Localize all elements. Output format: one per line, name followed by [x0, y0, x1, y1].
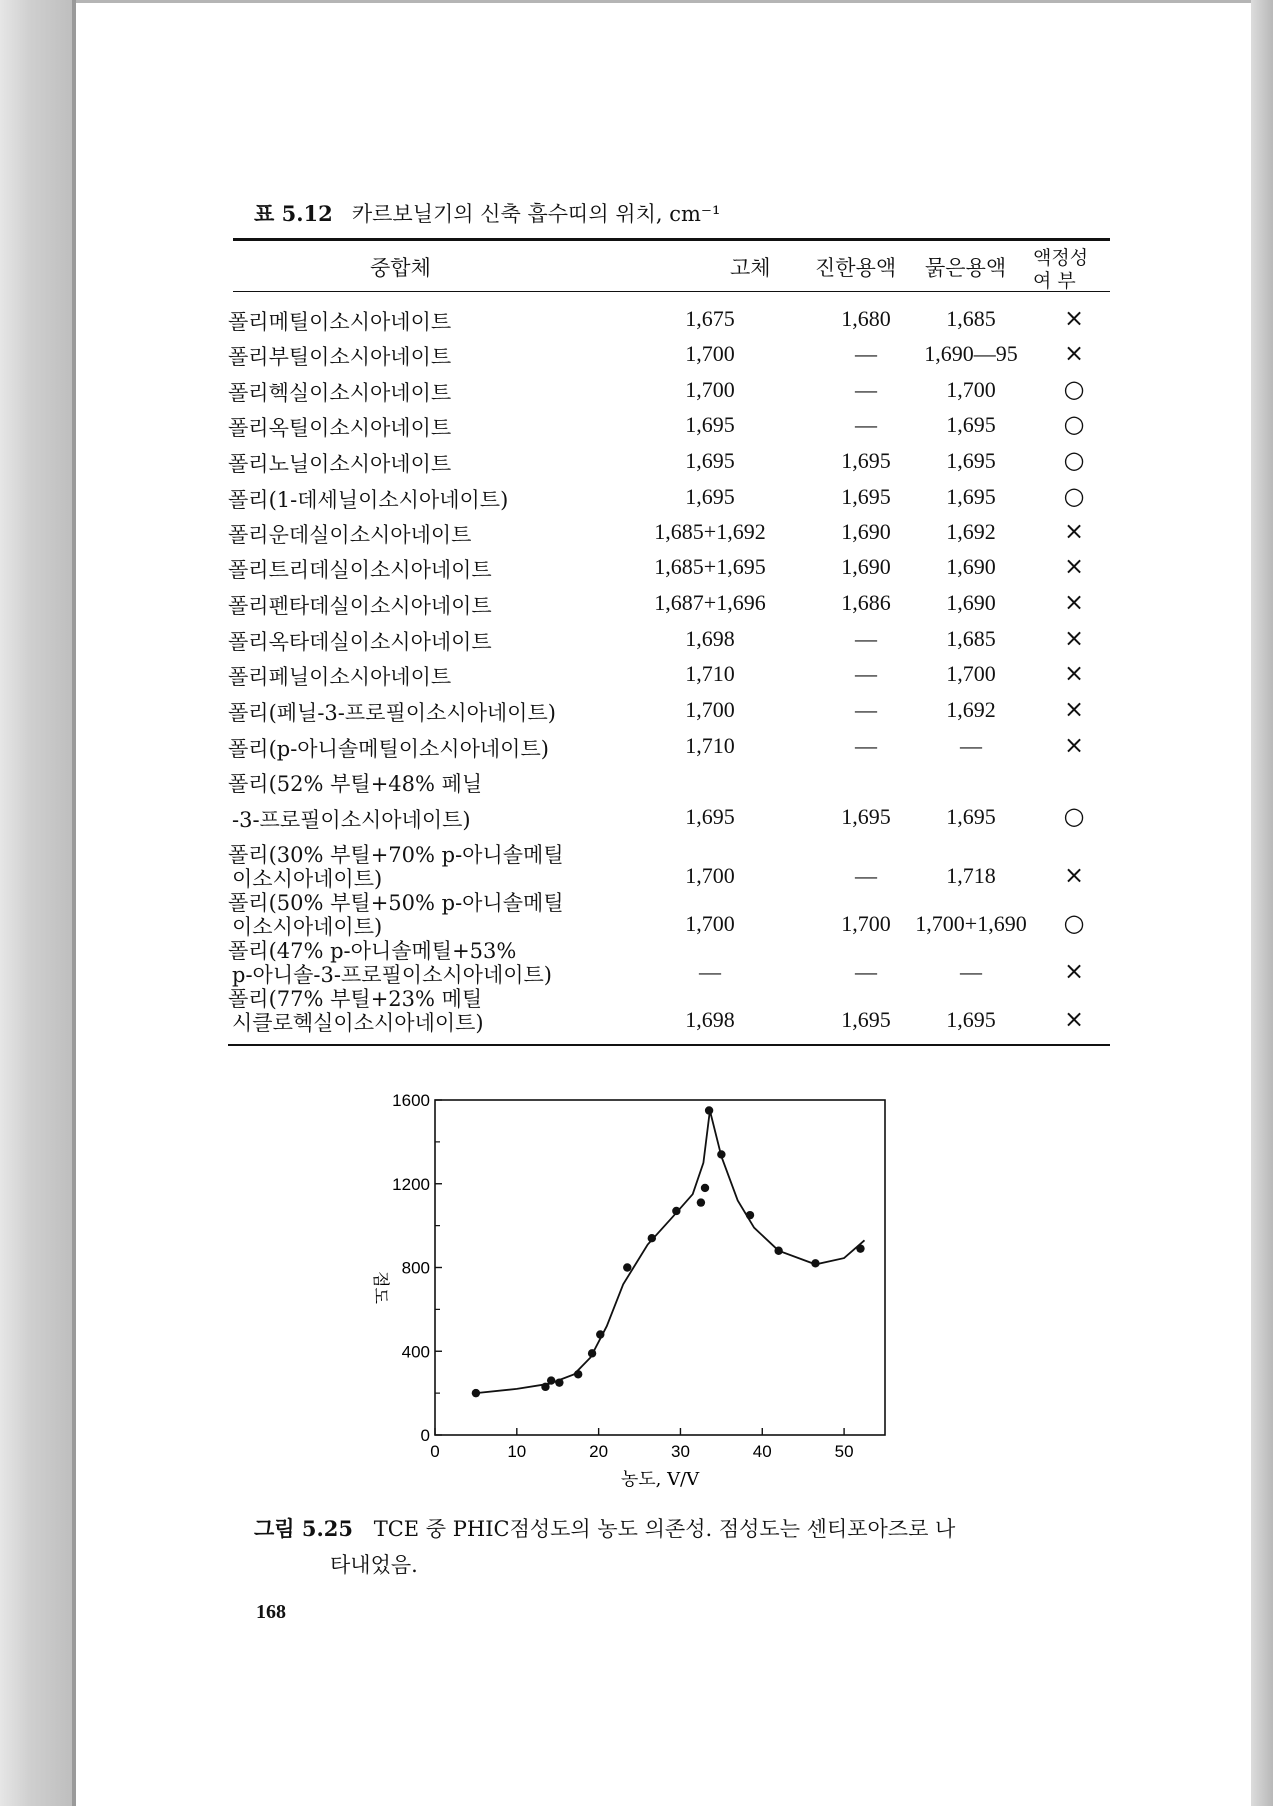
- fit-curve: [476, 1111, 865, 1394]
- data-point: [547, 1376, 555, 1384]
- table-header-rule: [233, 291, 1110, 292]
- solid-value: 1,695: [685, 804, 735, 829]
- polymer-name-line2: -3-프로필이소시아네이트): [232, 808, 471, 832]
- dilute-solution-value: 1,690—95: [924, 341, 1018, 366]
- polymer-name-line1: 폴리(77% 부틸+23% 메틸: [228, 987, 483, 1011]
- polymer-name-line2: 이소시아네이트): [232, 915, 383, 939]
- y-tick-label: 1600: [392, 1091, 430, 1110]
- conc-solution-value: —: [855, 341, 877, 366]
- data-point: [472, 1389, 480, 1397]
- plot-frame: [435, 1100, 885, 1435]
- polymer-name: 폴리운데실이소시아네이트: [228, 523, 472, 547]
- solid-value: 1,687+1,696: [654, 590, 766, 615]
- data-point: [596, 1330, 604, 1338]
- book-spine: [0, 0, 76, 1806]
- solid-value: 1,710: [685, 661, 735, 686]
- data-point: [555, 1378, 563, 1386]
- solid-value: —: [699, 959, 721, 984]
- y-tick-label: 800: [401, 1258, 430, 1278]
- liquid-crystal-mark: ×: [1063, 731, 1085, 759]
- solid-value: 1,685+1,692: [654, 519, 766, 544]
- liquid-crystal-mark: ○: [1063, 802, 1085, 830]
- conc-solution-value: 1,695: [841, 804, 891, 829]
- polymer-name-line1: 폴리(50% 부틸+50% p-아니솔메틸: [228, 891, 564, 915]
- dilute-solution-value: 1,700+1,690: [915, 911, 1027, 936]
- polymer-name: 폴리펜타데실이소시아네이트: [228, 594, 492, 618]
- conc-solution-value: —: [855, 377, 877, 402]
- liquid-crystal-mark: ×: [1063, 659, 1085, 687]
- data-point: [672, 1207, 680, 1215]
- dilute-solution-value: 1,695: [946, 448, 996, 473]
- x-tick-label: 30: [670, 1442, 690, 1461]
- polymer-name: 폴리부틸이소시아네이트: [228, 345, 452, 369]
- liquid-crystal-mark: ×: [1063, 1005, 1085, 1033]
- dilute-solution-value: —: [960, 959, 982, 984]
- dilute-solution-value: 1,690: [946, 554, 996, 579]
- data-point: [774, 1247, 782, 1255]
- dilute-solution-value: 1,695: [946, 804, 996, 829]
- x-tick-label: 10: [507, 1442, 527, 1461]
- data-point: [574, 1370, 582, 1378]
- data-point: [811, 1259, 819, 1267]
- conc-solution-value: —: [855, 412, 877, 437]
- polymer-name-line2: p-아니솔-3-프로필이소시아네이트): [232, 963, 553, 987]
- polymer-name: 폴리트리데실이소시아네이트: [228, 558, 492, 582]
- header-solid: 고체: [730, 256, 771, 280]
- y-axis-label: 점도: [370, 1271, 390, 1304]
- header-lc-bottom: 여 부: [1033, 270, 1076, 292]
- liquid-crystal-mark: ×: [1063, 304, 1085, 332]
- solid-value: 1,695: [685, 484, 735, 509]
- figure-caption: [254, 1512, 955, 1546]
- conc-solution-value: 1,680: [841, 306, 891, 331]
- dilute-solution-value: 1,700: [946, 661, 996, 686]
- polymer-name: 폴리노닐이소시아네이트: [228, 452, 452, 476]
- conc-solution-value: —: [855, 626, 877, 651]
- book-right-edge: [1251, 0, 1273, 1806]
- conc-solution-value: —: [855, 733, 877, 758]
- conc-solution-value: —: [855, 863, 877, 888]
- y-tick-label: 1200: [392, 1174, 430, 1194]
- liquid-crystal-mark: ×: [1063, 624, 1085, 652]
- dilute-solution-value: 1,685: [946, 306, 996, 331]
- conc-solution-value: 1,690: [841, 519, 891, 544]
- liquid-crystal-mark: ○: [1063, 410, 1085, 438]
- polymer-name-line1: 폴리(47% p-아니솔메틸+53%: [228, 939, 517, 963]
- solid-value: 1,698: [685, 1007, 735, 1032]
- x-tick-label: 50: [834, 1442, 854, 1461]
- data-point: [746, 1211, 754, 1219]
- polymer-name-line1: 폴리(30% 부틸+70% p-아니솔메틸: [228, 843, 564, 867]
- dilute-solution-value: 1,718: [946, 863, 996, 888]
- table-caption: 카르보닐기의 신축 흡수띠의 위치, cm⁻¹: [351, 202, 721, 226]
- x-tick-label: 0: [430, 1442, 440, 1461]
- table-label: 표 5.12: [254, 201, 333, 226]
- dilute-solution-value: 1,690: [946, 590, 996, 615]
- figure-label: 그림 5.25: [254, 1516, 354, 1541]
- solid-value: 1,695: [685, 448, 735, 473]
- polymer-name: 폴리페닐이소시아네이트: [228, 665, 452, 689]
- solid-value: 1,685+1,695: [654, 554, 766, 579]
- liquid-crystal-mark: ○: [1063, 482, 1085, 510]
- solid-value: 1,710: [685, 733, 735, 758]
- dilute-solution-value: 1,685: [946, 626, 996, 651]
- polymer-name: 폴리옥타데실이소시아네이트: [228, 630, 492, 654]
- data-point: [588, 1349, 596, 1357]
- x-tick-label: 40: [752, 1442, 772, 1461]
- dilute-solution-value: 1,695: [946, 1007, 996, 1032]
- conc-solution-value: —: [855, 661, 877, 686]
- data-point: [697, 1198, 705, 1206]
- liquid-crystal-mark: ○: [1063, 375, 1085, 403]
- solid-value: 1,700: [685, 377, 735, 402]
- dilute-solution-value: 1,695: [946, 412, 996, 437]
- liquid-crystal-mark: ○: [1063, 446, 1085, 474]
- liquid-crystal-mark: ×: [1063, 339, 1085, 367]
- solid-value: 1,700: [685, 911, 735, 936]
- dilute-solution-value: 1,692: [946, 519, 996, 544]
- solid-value: 1,700: [685, 697, 735, 722]
- dilute-solution-value: 1,692: [946, 697, 996, 722]
- polymer-name-line2: 시클로헥실이소시아네이트): [232, 1011, 484, 1035]
- conc-solution-value: 1,700: [841, 911, 891, 936]
- y-tick-label: 400: [401, 1342, 430, 1362]
- polymer-name: 폴리메틸이소시아네이트: [228, 310, 452, 334]
- page-number: 168: [256, 1601, 286, 1623]
- solid-value: 1,700: [685, 863, 735, 888]
- dilute-solution-value: —: [960, 733, 982, 758]
- header-conc-solution: 진한용액: [815, 256, 897, 280]
- conc-solution-value: 1,686: [841, 590, 891, 615]
- header-polymer: 중합체: [370, 256, 431, 280]
- polymer-name-line2: 이소시아네이트): [232, 867, 383, 891]
- polymer-name: 폴리옥틸이소시아네이트: [228, 416, 452, 440]
- liquid-crystal-mark: ×: [1063, 695, 1085, 723]
- data-point: [701, 1184, 709, 1192]
- liquid-crystal-mark: ○: [1063, 909, 1085, 937]
- figure-caption-line1: TCE 중 PHIC점성도의 농도 의존성. 점성도는 센티포아즈로 나: [373, 1517, 956, 1541]
- data-point: [705, 1106, 713, 1114]
- conc-solution-value: 1,690: [841, 554, 891, 579]
- polymer-name: 폴리(1-데세닐이소시아네이트): [228, 488, 509, 512]
- conc-solution-value: 1,695: [841, 484, 891, 509]
- solid-value: 1,695: [685, 412, 735, 437]
- y-tick-label: 0: [420, 1426, 430, 1445]
- data-point: [856, 1244, 864, 1252]
- solid-value: 1,700: [685, 341, 735, 366]
- data-point: [623, 1263, 631, 1271]
- solid-value: 1,698: [685, 626, 735, 651]
- dilute-solution-value: 1,700: [946, 377, 996, 402]
- liquid-crystal-mark: ×: [1063, 957, 1085, 985]
- conc-solution-value: 1,695: [841, 448, 891, 473]
- viscosity-chart: [340, 1090, 900, 1515]
- conc-solution-value: —: [855, 959, 877, 984]
- table-title: [254, 198, 720, 228]
- liquid-crystal-mark: ×: [1063, 552, 1085, 580]
- table-bottom-rule: [228, 1044, 1110, 1046]
- dilute-solution-value: 1,695: [946, 484, 996, 509]
- figure-caption-line2: 타내었음.: [330, 1553, 418, 1577]
- x-axis-label: 농도, V/V: [620, 1469, 700, 1490]
- conc-solution-value: —: [855, 697, 877, 722]
- data-point: [541, 1383, 549, 1391]
- table-top-rule: [233, 238, 1110, 241]
- solid-value: 1,675: [685, 306, 735, 331]
- x-tick-label: 20: [589, 1442, 609, 1461]
- data-point: [717, 1150, 725, 1158]
- polymer-name: 폴리헥실이소시아네이트: [228, 381, 452, 405]
- data-point: [648, 1234, 656, 1242]
- polymer-name: 폴리(p-아니솔메틸이소시아네이트): [228, 737, 549, 761]
- header-dilute-solution: 묽은용액: [925, 256, 1007, 280]
- polymer-name: 폴리(페닐-3-프로필이소시아네이트): [228, 701, 556, 725]
- conc-solution-value: 1,695: [841, 1007, 891, 1032]
- polymer-name-line1: 폴리(52% 부틸+48% 페닐: [228, 772, 483, 796]
- liquid-crystal-mark: ×: [1063, 588, 1085, 616]
- header-lc-top: 액정성: [1033, 247, 1089, 269]
- liquid-crystal-mark: ×: [1063, 861, 1085, 889]
- liquid-crystal-mark: ×: [1063, 517, 1085, 545]
